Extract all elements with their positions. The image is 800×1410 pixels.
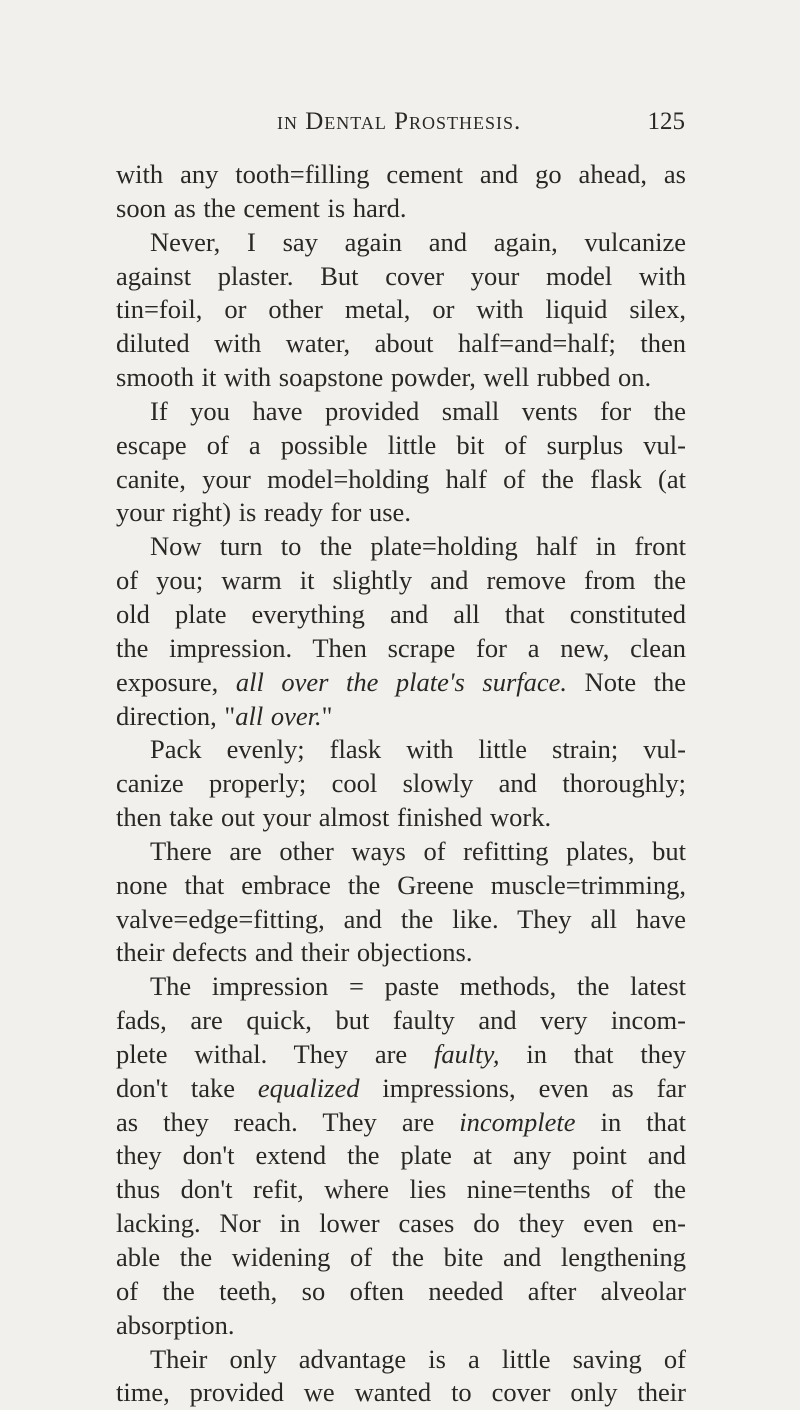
text-segment: diluted with water, about half=and=half; then	[116, 328, 686, 359]
text-line	[116, 733, 686, 767]
text-line	[116, 1072, 686, 1106]
italic-text: all over.	[235, 700, 322, 731]
running-title: in Dental Prosthesis.	[277, 108, 522, 135]
text-line	[116, 1106, 686, 1140]
text-segment: your right) is ready for use.	[116, 497, 411, 528]
text-segment: Never, I say again and again, vulcanize	[150, 226, 686, 257]
text-segment: absorption.	[116, 1309, 235, 1340]
text-line	[116, 1275, 686, 1309]
text-line	[116, 970, 686, 1004]
text-segment: Pack evenly; flask with little strain; vul-	[150, 734, 686, 765]
italic-text: incomplete	[459, 1106, 576, 1137]
text-segment: plete withal. They are	[116, 1038, 435, 1069]
text-line	[116, 869, 686, 903]
text-segment: with any tooth=filling cement and go ahead, as	[116, 159, 686, 189]
text-segment: in that they	[499, 1038, 686, 1069]
text-line	[116, 530, 686, 564]
text-line	[116, 327, 686, 361]
text-line	[116, 395, 686, 429]
text-line	[116, 1343, 686, 1377]
text-segment: of the teeth, so often needed after alveolar	[116, 1275, 686, 1306]
italic-text: faulty,	[434, 1038, 500, 1069]
text-line	[116, 361, 686, 395]
text-segment: against plaster. But cover your model with	[116, 260, 686, 291]
text-line	[116, 936, 686, 970]
page-number: 125	[647, 108, 685, 135]
text-segment: old plate everything and all that constituted	[116, 598, 686, 629]
text-segment: Note the	[567, 666, 686, 697]
text-segment: "	[321, 700, 333, 731]
text-segment: then take out your almost finished work.	[116, 802, 552, 833]
text-line	[116, 903, 686, 937]
text-segment: escape of a possible little bit of surplus vul-	[116, 429, 686, 460]
text-segment: impressions, even as far	[359, 1072, 687, 1103]
text-segment: time, provided we wanted to cover only their	[116, 1377, 686, 1408]
text-line	[116, 700, 686, 734]
text-line	[116, 1309, 686, 1343]
text-line	[116, 158, 686, 192]
text-line	[116, 463, 686, 497]
text-line	[116, 835, 686, 869]
text-line	[116, 666, 686, 700]
text-segment: don't take	[116, 1072, 258, 1103]
text-segment: of you; warm it slightly and remove from the	[116, 565, 686, 596]
text-segment: If you have provided small vents for the	[150, 395, 686, 426]
text-segment: they don't extend the plate at any point and	[116, 1140, 686, 1171]
text-segment: smooth it with soapstone powder, well rubbed on.	[116, 362, 652, 393]
text-segment: tin=foil, or other metal, or with liquid silex,	[116, 294, 686, 325]
text-line	[116, 1376, 686, 1410]
text-segment: soon as the cement is hard.	[116, 192, 407, 223]
text-line	[116, 1004, 686, 1038]
text-line	[116, 564, 686, 598]
text-segment: valve=edge=fitting, and the like. They all have	[116, 903, 686, 934]
text-line	[116, 632, 686, 666]
text-line	[116, 1241, 686, 1275]
text-segment: as they reach. They are	[116, 1106, 460, 1137]
text-segment: none that embrace the Greene muscle=trimming,	[116, 869, 686, 900]
text-line	[116, 1173, 686, 1207]
text-segment: lacking. Nor in lower cases do they even en-	[116, 1208, 686, 1239]
running-head	[115, 108, 685, 140]
text-segment: There are other ways of refitting plates, but	[150, 835, 686, 866]
text-line	[116, 260, 686, 294]
text-line	[116, 429, 686, 463]
text-segment: Now turn to the plate=holding half in front	[150, 531, 686, 562]
text-line	[116, 598, 686, 632]
text-segment: fads, are quick, but faulty and very incom-	[116, 1005, 686, 1036]
text-line	[116, 1038, 686, 1072]
text-segment: exposure,	[116, 666, 236, 697]
text-line	[116, 801, 686, 835]
text-segment: canite, your model=holding half of the flask (at	[116, 463, 686, 494]
text-segment: direction, "	[116, 700, 236, 731]
text-line	[116, 767, 686, 801]
italic-text: equalized	[257, 1072, 360, 1103]
text-line	[116, 1139, 686, 1173]
text-line	[116, 1207, 686, 1241]
text-segment: the impression. Then scrape for a new, clean	[116, 632, 686, 663]
text-line	[116, 226, 686, 260]
text-segment: thus don't refit, where lies nine=tenths of the	[116, 1174, 686, 1205]
text-line	[116, 192, 686, 226]
italic-text: all over the plate's surface.	[235, 666, 568, 697]
body-text	[116, 158, 686, 1410]
text-line	[116, 293, 686, 327]
text-segment: able the widening of the bite and lengthening	[116, 1242, 686, 1272]
text-segment: The impression = paste methods, the latest	[150, 971, 686, 1002]
text-line	[116, 496, 686, 530]
text-segment: in that	[575, 1106, 686, 1137]
text-segment: canize properly; cool slowly and thoroughly;	[116, 768, 686, 799]
text-segment: their defects and their objections.	[116, 937, 473, 968]
text-segment: Their only advantage is a little saving of	[150, 1343, 686, 1374]
